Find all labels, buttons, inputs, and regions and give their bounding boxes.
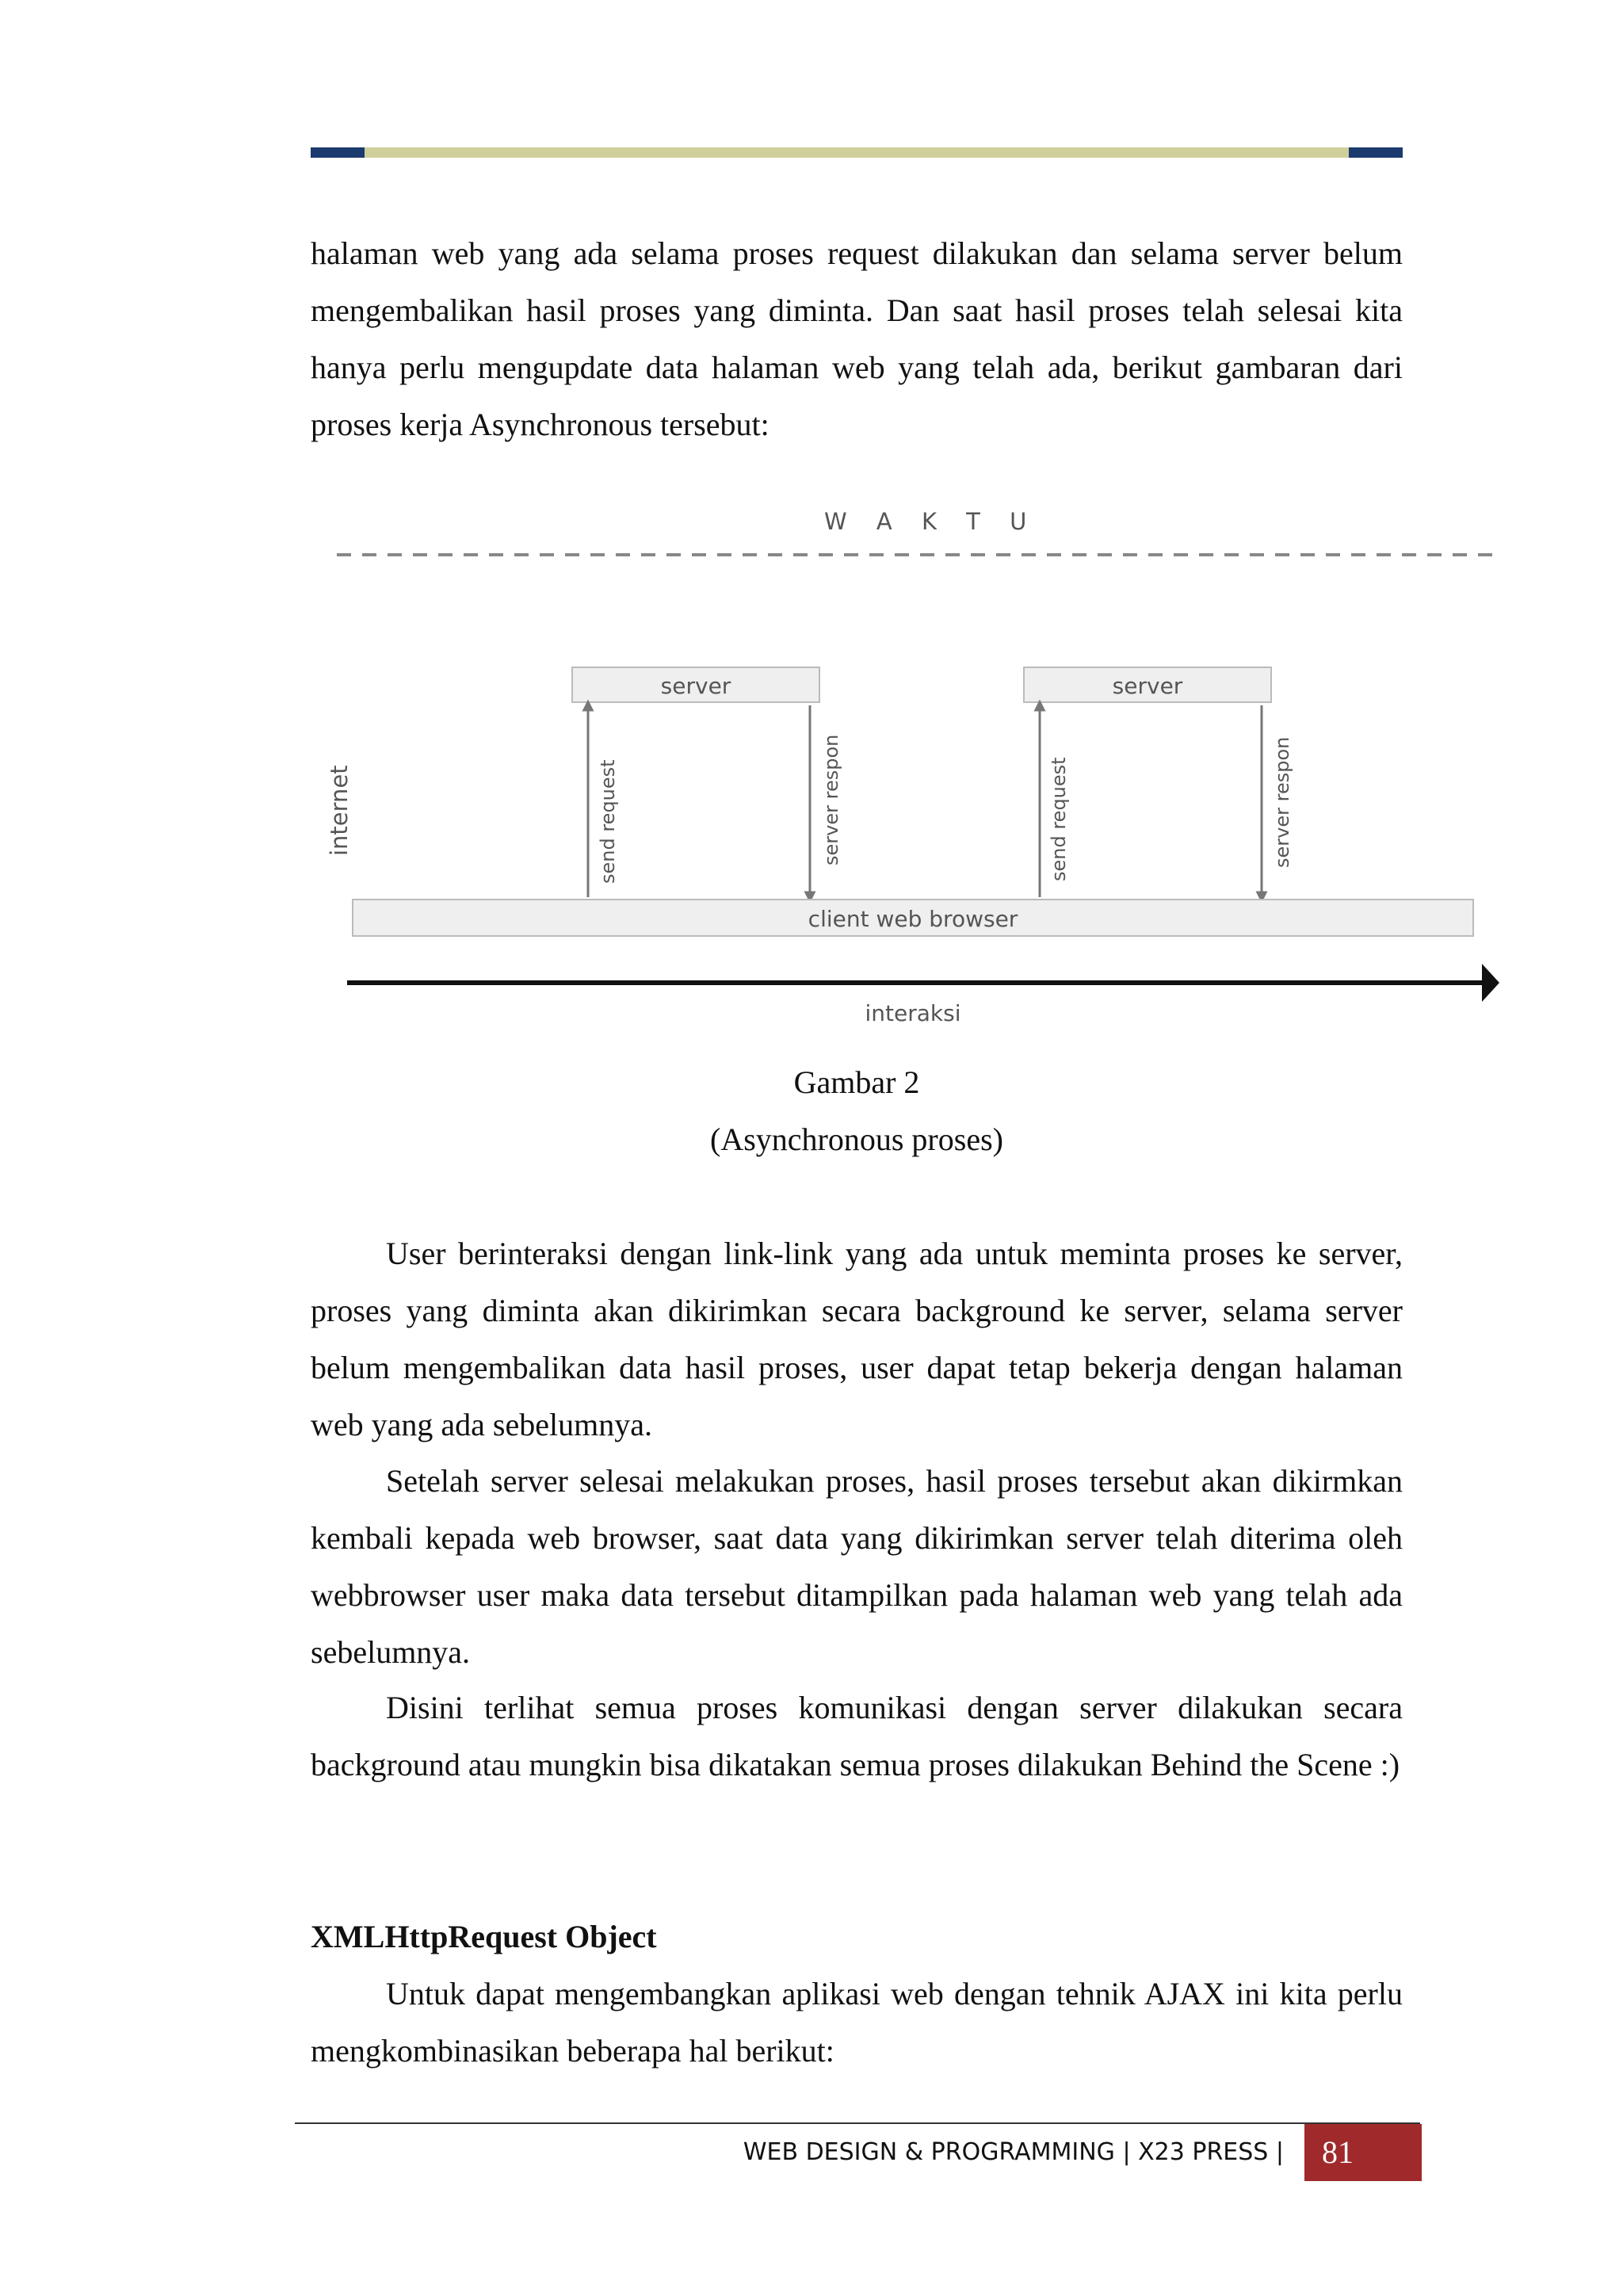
- footer-rule: [295, 2122, 1420, 2124]
- interaksi-label: interaksi: [865, 1000, 961, 1026]
- send-request-label-2: send request: [1048, 757, 1070, 881]
- paragraph-intro: halaman web yang ada selama proses request dilakukan dan selama server belum mengembalikan hasil proses yang diminta. Dan saat hasil proses telah selesai kita hanya perlu mengupdate data halaman web yang telah ada, berikut gambaran dari proses kerja Asynchronous tersebut:: [311, 235, 1403, 442]
- server-label-2: server: [1112, 673, 1183, 699]
- asynchronous-process-figure: [317, 491, 1506, 1030]
- server-label-1: server: [660, 673, 731, 699]
- server-respon-label-1: server respon: [820, 734, 842, 865]
- figure-caption-title: Gambar 2: [793, 1064, 920, 1100]
- figure-caption-subtitle: (Asynchronous proses): [710, 1121, 1003, 1157]
- internet-label: internet: [326, 765, 353, 856]
- waktu-label: W A K T U: [824, 508, 1038, 535]
- paragraph-server-result: Setelah server selesai melakukan proses, hasil proses tersebut akan dikirmkan kembali kepada web browser, saat data yang dikirimkan server telah diterima oleh webbrowser user maka data tersebut ditampilkan pada halaman web yang telah ada sebelumnya.: [311, 1463, 1403, 1670]
- header-rule: [311, 147, 1403, 158]
- figure-diagram: [317, 491, 1506, 1030]
- paragraph-behind-the-scene: Disini terlihat semua proses komunikasi dengan server dilakukan secara background atau mungkin bisa dikatakan semua proses dilakukan Behind the Scene :): [311, 1690, 1403, 1782]
- server-respon-label-2: server respon: [1271, 736, 1293, 868]
- footer-text: WEB DESIGN & PROGRAMMING | X23 PRESS |: [743, 2138, 1284, 2166]
- section-heading-xmlhttprequest: XMLHttpRequest Object: [311, 1919, 657, 1954]
- header-rule-right-cap: [1349, 147, 1403, 158]
- header-rule-left-cap: [311, 147, 365, 158]
- paragraph-user-interaction: User berinteraksi dengan link-link yang ada untuk meminta proses ke server, proses yang diminta akan dikirimkan secara background ke server, selama server belum mengembalikan data hasil proses, user dapat tetap bekerja dengan halaman web yang ada sebelumnya.: [311, 1236, 1403, 1442]
- client-web-browser-label: client web browser: [808, 906, 1018, 932]
- page-number: 81: [1304, 2124, 1422, 2181]
- send-request-label-1: send request: [597, 759, 619, 884]
- paragraph-ajax-intro: Untuk dapat mengembangkan aplikasi web dengan tehnik AJAX ini kita perlu mengkombinasikan beberapa hal berikut:: [311, 1976, 1403, 2069]
- interaction-axis-arrowhead: [1482, 964, 1499, 1002]
